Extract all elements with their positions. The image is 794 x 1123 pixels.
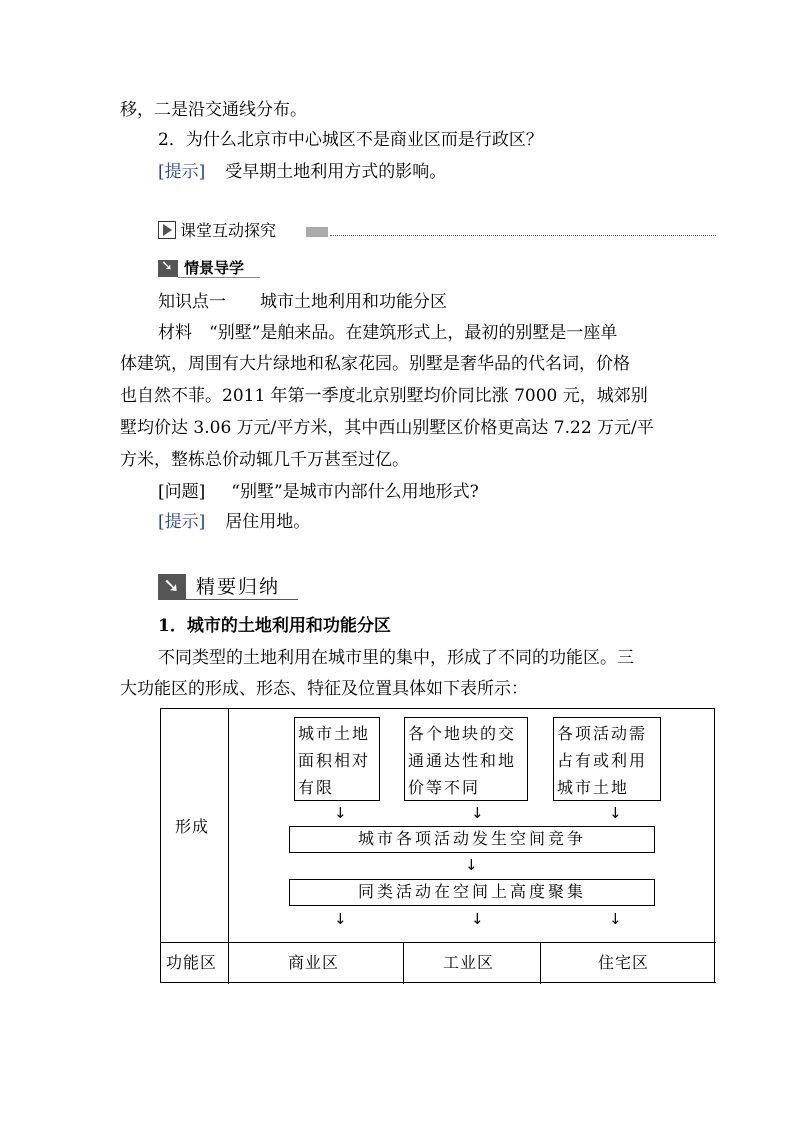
box-line: 有限 [298,778,335,797]
zone-residential: 住宅区 [598,953,650,972]
row-label-zone: 功能区 [166,953,218,972]
box-line: 占有或利用 [557,751,648,770]
corner-arrow-icon [158,574,186,600]
question-tag: [问题] [158,482,206,502]
step-competition: 城市各项活动发生空间竞争 [289,826,655,853]
knowledge-point-title: 知识点一 城市土地利用和功能分区 [158,292,447,312]
section-title: 课堂互动探究 [180,221,277,240]
down-arrow-icon: ↓ [609,804,622,822]
header-underline [186,599,298,600]
box-line: 城市土地 [298,724,371,743]
column-divider [403,942,404,984]
continuation-line: 移，二是沿交通线分布。 [120,100,307,120]
factor-box-1 [294,717,380,801]
material-line-2: 体建筑，周围有大片绿地和私家花园。别墅是奢华品的代名词，价格 [120,354,630,374]
header-bar-decoration [306,227,328,237]
corner-arrow-icon [158,260,178,277]
box-line: 城市土地 [557,778,630,797]
material-line-5: 方米，整栋总价动辄几千万甚至过亿。 [120,450,409,470]
box-line: 各个地块的交 [408,724,517,743]
down-arrow-icon: ↓ [471,910,484,928]
summary-point-1: 1．城市的土地利用和功能分区 [158,616,391,636]
dotted-divider [330,235,716,236]
hint-text: 受早期土地利用方式的影响。 [225,162,447,182]
row-label-formation: 形成 [175,817,210,836]
down-arrow-icon: ↓ [334,804,347,822]
row-divider [161,942,716,943]
factor-box-2 [404,717,528,801]
box-line: 价等不同 [408,778,481,797]
hint-tag: [提示] [158,162,206,182]
down-arrow-icon: ↓ [465,856,478,874]
question-row [158,480,479,504]
function-zone-table [160,708,715,983]
box-line: 各项活动需 [557,724,648,743]
question-text: “别墅”是城市内部什么用地形式? [231,482,479,502]
column-divider [540,942,541,984]
row-divider [161,982,716,983]
factor-box-3 [553,717,661,801]
zone-commercial: 商业区 [288,953,340,972]
answer-text: 居住用地。 [225,512,311,532]
section-header [158,218,716,244]
summary-para-line-1: 不同类型的土地利用在城市里的集中，形成了不同的功能区。三 [158,648,634,668]
box-line: 通通达性和地 [408,751,517,770]
play-arrow-icon [158,221,176,239]
header-underline [178,277,260,278]
hint-tag: [提示] [158,512,206,532]
down-arrow-icon: ↓ [471,804,484,822]
step-agglomeration: 同类活动在空间上高度聚集 [289,879,655,906]
summary-label: 精要归纳 [196,576,281,598]
down-arrow-icon: ↓ [334,910,347,928]
material-line-1: 材料 “别墅”是舶来品。在建筑形式上，最初的别墅是一座单 [158,323,618,343]
summary-para-line-2: 大功能区的形成、形态、特征及位置具体如下表所示： [120,679,528,699]
zone-industrial: 工业区 [443,953,495,972]
question-2: 2．为什么北京市中心城区不是商业区而是行政区？ [158,130,543,150]
scene-label: 情景导学 [184,259,245,277]
material-line-3: 也自然不菲。2011 年第一季度北京别墅均价同比涨 7000 元，城郊别 [120,386,648,406]
box-line: 面积相对 [298,751,371,770]
hint-row-1 [158,160,446,184]
down-arrow-icon: ↓ [609,910,622,928]
material-line-4: 墅均价达 3.06 万元/平方米，其中西山别墅区价格更高达 7.22 万元/平 [120,418,654,438]
hint-row-2 [158,510,310,534]
